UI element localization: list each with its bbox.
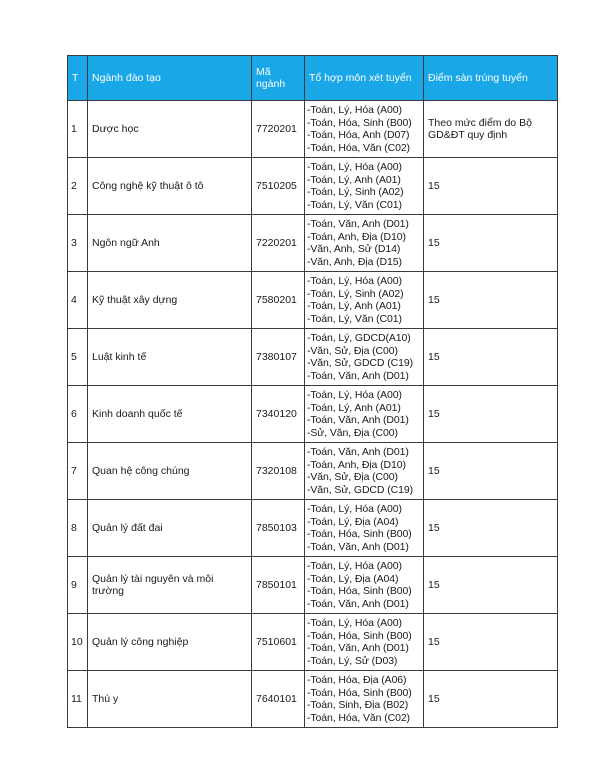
- combo-line: -Toán, Lý, Anh (A01): [307, 401, 401, 414]
- combo-line: -Toán, Lý, Hóa (A00): [307, 275, 402, 287]
- row-stt: 3: [68, 215, 88, 272]
- combo-line: -Toán, Hóa, Anh (D07): [307, 129, 410, 141]
- row-stt: 5: [68, 329, 88, 386]
- row-score: Theo mức điểm do Bộ GD&ĐT quy định: [424, 101, 558, 158]
- combo-line: -Toán, Lý, Anh (A01): [307, 300, 401, 312]
- table-row: [68, 101, 558, 158]
- table-row: [68, 443, 558, 500]
- header-major: Ngành đào tạo: [88, 56, 252, 101]
- combo-line: -Văn, Anh, Địa (D15): [307, 255, 402, 268]
- row-code: 7220201: [252, 215, 305, 272]
- combo-line: -Toán, Lý, Hóa (A00): [307, 503, 402, 515]
- combo-line: -Toán, Lý, Anh (A01): [307, 173, 401, 186]
- row-major: Quản lý đất đai: [88, 500, 252, 557]
- combo-line: -Toán, Văn, Anh (D01): [307, 597, 409, 610]
- combo-line: -Toán, Hóa, Văn (C02): [307, 141, 410, 154]
- row-stt: 9: [68, 557, 88, 614]
- row-major: Kỹ thuật xây dựng: [88, 272, 252, 329]
- row-major: Công nghệ kỹ thuật ô tô: [88, 158, 252, 215]
- table-row: [68, 614, 558, 671]
- combo-line: -Sử, Văn, Địa (C00): [307, 426, 398, 439]
- row-major: Luật kinh tế: [88, 329, 252, 386]
- row-major: Dược học: [88, 101, 252, 158]
- row-major: Quản lý tài nguyên và môi trường: [88, 557, 252, 614]
- table-row: [68, 158, 558, 215]
- combo-line: -Toán, Lý, Hóa (A00): [307, 617, 402, 629]
- row-code: 7380107: [252, 329, 305, 386]
- row-major: Quan hệ công chúng: [88, 443, 252, 500]
- combo-line: -Toán, Lý, Địa (A04): [307, 515, 399, 528]
- row-score: 15: [424, 272, 558, 329]
- row-combos: [305, 101, 424, 158]
- row-combos: [305, 443, 424, 500]
- row-combos: [305, 329, 424, 386]
- combo-line: -Toán, Lý, Hóa (A00): [307, 560, 402, 572]
- row-score: 15: [424, 386, 558, 443]
- combo-line: -Văn, Sử, GDCD (C19): [307, 483, 413, 496]
- row-score: 15: [424, 158, 558, 215]
- combo-line: -Toán, Hóa, Địa (A06): [307, 674, 407, 686]
- row-score: 15: [424, 215, 558, 272]
- combo-line: -Văn, Sử, Địa (C00): [307, 471, 398, 483]
- row-code: 7510601: [252, 614, 305, 671]
- table-row: [68, 329, 558, 386]
- row-score: 15: [424, 500, 558, 557]
- header-score: Điểm sàn trúng tuyển: [424, 56, 558, 101]
- row-combos: [305, 500, 424, 557]
- row-score: 15: [424, 671, 558, 728]
- combo-line: -Toán, Lý, Hóa (A00): [307, 161, 402, 173]
- combo-line: -Văn, Anh, Sử (D14): [307, 243, 401, 255]
- combo-line: -Toán, Lý, GDCD(A10): [307, 332, 411, 344]
- table-row: [68, 671, 558, 728]
- row-combos: [305, 215, 424, 272]
- row-stt: 6: [68, 386, 88, 443]
- combo-line: -Toán, Hóa, Sinh (B00): [307, 585, 412, 597]
- combo-line: -Toán, Văn, Anh (D01): [307, 540, 409, 553]
- table-row: [68, 500, 558, 557]
- row-combos: [305, 614, 424, 671]
- combo-line: -Toán, Lý, Địa (A04): [307, 572, 399, 585]
- combo-line: -Toán, Văn, Anh (D01): [307, 414, 409, 426]
- row-combos: [305, 158, 424, 215]
- row-code: 7340120: [252, 386, 305, 443]
- combo-line: -Toán, Lý, Sử (D03): [307, 654, 398, 667]
- combo-line: -Toán, Hóa, Văn (C02): [307, 711, 410, 724]
- combo-line: -Toán, Lý, Văn (C01): [307, 198, 402, 211]
- combo-line: -Toán, Văn, Anh (D01): [307, 218, 409, 230]
- row-combos: [305, 386, 424, 443]
- combo-line: -Toán, Hóa, Sinh (B00): [307, 686, 412, 699]
- combo-line: -Toán, Lý, Văn (C01): [307, 312, 402, 325]
- combo-line: -Toán, Hóa, Sinh (B00): [307, 116, 412, 129]
- admission-table: [67, 55, 558, 728]
- row-score: 15: [424, 614, 558, 671]
- row-score: 15: [424, 557, 558, 614]
- combo-line: -Toán, Văn, Anh (D01): [307, 642, 409, 654]
- combo-line: -Toán, Lý, Sinh (A02): [307, 287, 404, 300]
- row-major: Kinh doanh quốc tế: [88, 386, 252, 443]
- table-row: [68, 557, 558, 614]
- row-major: Quản lý công nghiệp: [88, 614, 252, 671]
- row-code: 7850101: [252, 557, 305, 614]
- row-combos: [305, 272, 424, 329]
- combo-line: -Toán, Văn, Anh (D01): [307, 446, 409, 458]
- combo-line: -Toán, Lý, Hóa (A00): [307, 389, 402, 401]
- row-combos: [305, 557, 424, 614]
- row-major: Thú y: [88, 671, 252, 728]
- row-code: 7320108: [252, 443, 305, 500]
- row-major: Ngôn ngữ Anh: [88, 215, 252, 272]
- row-combos: [305, 671, 424, 728]
- row-stt: 2: [68, 158, 88, 215]
- table-row: [68, 272, 558, 329]
- row-stt: 7: [68, 443, 88, 500]
- row-code: 7580201: [252, 272, 305, 329]
- combo-line: -Văn, Sử, GDCD (C19): [307, 357, 413, 369]
- combo-line: -Toán, Hóa, Sinh (B00): [307, 629, 412, 642]
- header-code: Mã ngành: [252, 56, 305, 101]
- table-row: [68, 215, 558, 272]
- combo-line: -Toán, Lý, Hóa (A00): [307, 104, 402, 116]
- combo-line: -Toán, Anh, Địa (D10): [307, 230, 406, 243]
- header-stt: T: [68, 56, 88, 101]
- row-stt: 8: [68, 500, 88, 557]
- row-score: 15: [424, 329, 558, 386]
- header-combos: Tổ hợp môn xét tuyển: [305, 56, 424, 101]
- row-stt: 11: [68, 671, 88, 728]
- row-score: 15: [424, 443, 558, 500]
- row-code: 7720201: [252, 101, 305, 158]
- combo-line: -Văn, Sử, Địa (C00): [307, 344, 398, 357]
- table-row: [68, 386, 558, 443]
- row-code: 7850103: [252, 500, 305, 557]
- row-code: 7640101: [252, 671, 305, 728]
- combo-line: -Toán, Anh, Địa (D10): [307, 458, 406, 471]
- combo-line: -Toán, Lý, Sinh (A02): [307, 186, 404, 198]
- row-stt: 10: [68, 614, 88, 671]
- header-row: [68, 56, 558, 101]
- combo-line: -Toán, Sinh, Địa (B02): [307, 699, 409, 711]
- combo-line: -Toán, Văn, Anh (D01): [307, 369, 409, 382]
- row-stt: 1: [68, 101, 88, 158]
- row-code: 7510205: [252, 158, 305, 215]
- row-stt: 4: [68, 272, 88, 329]
- combo-line: -Toán, Hóa, Sinh (B00): [307, 528, 412, 540]
